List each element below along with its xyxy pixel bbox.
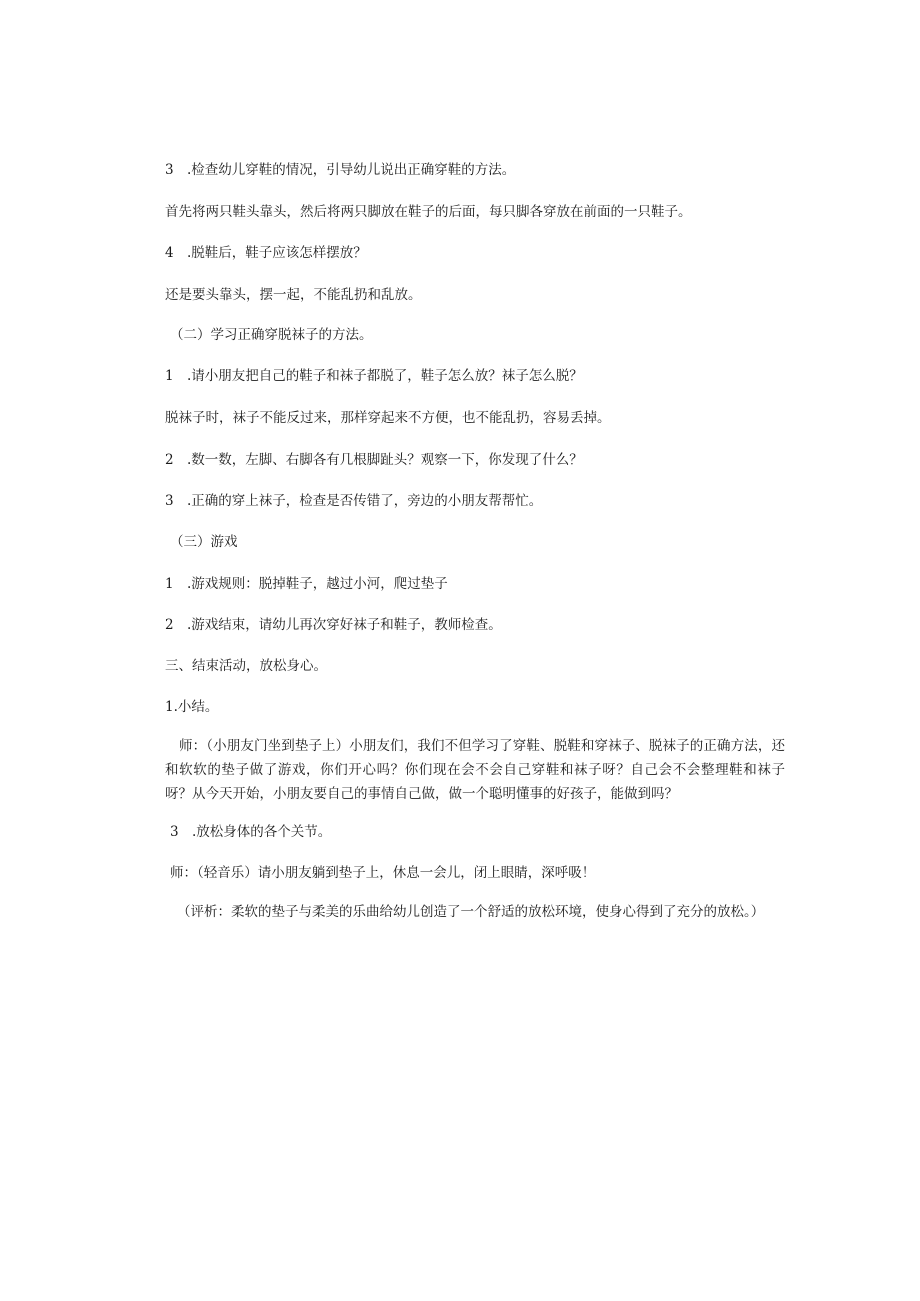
item-text: .放松身体的各个关节。 — [192, 824, 332, 840]
item-number: 3 — [165, 493, 174, 509]
section-heading-text: 三、结束活动，放松身心。 — [165, 658, 327, 674]
section-heading-game — [170, 532, 238, 552]
item-3-check-shoes — [165, 160, 515, 180]
item-3-relax-joints — [170, 822, 331, 842]
item-number: 4 — [165, 245, 174, 261]
paragraph-text: 首先将两只鞋头靠头，然后将两只脚放在鞋子的后面，每只脚各穿放在前面的一只鞋子。 — [165, 204, 692, 220]
item-number: 1 — [165, 576, 174, 592]
item-2-game-end — [165, 615, 502, 635]
item-text: 1.小结。 — [165, 699, 219, 715]
item-number: 2 — [165, 617, 174, 633]
paragraph-text: 还是要头靠头，摆一起，不能乱扔和乱放。 — [165, 287, 422, 303]
item-number: 3 — [165, 162, 174, 178]
paragraph-text: 师：（小朋友门坐到垫子上）小朋友们，我们不但学习了穿鞋、脱鞋和穿袜子、脱袜子的正确方法，还和软软的垫子做了游戏，你们开心吗？你们现在会不会自己穿鞋和袜子呀？自己会不会整理鞋和袜子呀？从今天开始，小朋友要自己的事情自己做，做一个聪明懂事的好孩子，能做到吗？ — [165, 738, 785, 802]
item-text: .正确的穿上袜子，检查是否传错了，旁边的小朋友帮帮忙。 — [187, 493, 543, 509]
section-heading-ending — [165, 656, 327, 676]
item-1-take-off-socks — [165, 366, 583, 386]
item-text: .脱鞋后，鞋子应该怎样摆放？ — [187, 245, 367, 261]
paragraph-comment — [165, 900, 785, 924]
item-3-wear-socks — [165, 491, 542, 511]
paragraph-socks-tip — [165, 408, 611, 428]
paragraph-shoe-method — [165, 202, 692, 222]
item-text: .请小朋友把自己的鞋子和袜子都脱了，鞋子怎么放？袜子怎么脱？ — [187, 368, 583, 384]
item-1-game-rules — [165, 574, 448, 594]
section-heading-socks — [170, 325, 373, 345]
paragraph-shoe-placement — [165, 285, 422, 305]
item-summary — [165, 697, 218, 717]
paragraph-teacher-relax — [165, 863, 595, 883]
item-text: .数一数，左脚、右脚各有几根脚趾头？观察一下，你发现了什么？ — [187, 452, 583, 468]
item-2-count-toes — [165, 450, 583, 470]
paragraph-text: 脱袜子时，袜子不能反过来，那样穿起来不方便，也不能乱扔，容易丢掉。 — [165, 410, 611, 426]
item-number: 2 — [165, 452, 174, 468]
item-4-after-removing-shoes — [165, 243, 367, 263]
section-heading-text: （三）游戏 — [170, 534, 238, 550]
paragraph-text: 师：（轻音乐）请小朋友躺到垫子上，休息一会儿，闭上眼睛，深呼吸！ — [170, 865, 596, 881]
item-text: .游戏规则：脱掉鞋子，越过小河，爬过垫子 — [187, 576, 448, 592]
paragraph-teacher-summary — [165, 734, 785, 806]
section-heading-text: （二）学习正确穿脱袜子的方法。 — [170, 327, 373, 343]
item-number: 1 — [165, 368, 174, 384]
paragraph-text: （评析：柔软的垫子与柔美的乐曲给幼儿创造了一个舒适的放松环境，使身心得到了充分的放松。） — [177, 904, 765, 920]
item-text: .检查幼儿穿鞋的情况，引导幼儿说出正确穿鞋的方法。 — [187, 162, 516, 178]
item-number: 3 — [170, 824, 179, 840]
item-text: .游戏结束，请幼儿再次穿好袜子和鞋子，教师检查。 — [187, 617, 502, 633]
